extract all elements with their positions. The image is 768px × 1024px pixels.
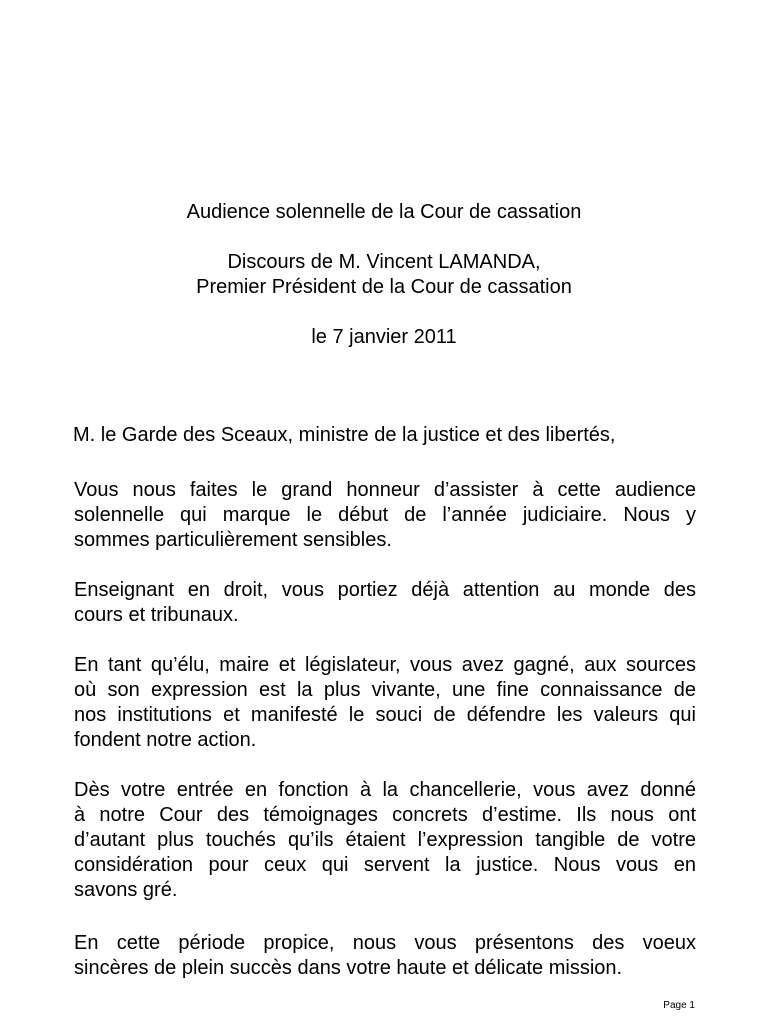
paragraph-line: sincères de plein succès dans votre haute et délicate mission. [74, 957, 623, 979]
paragraph-line: En tant qu’élu, maire et législateur, vous avez gagné, aux sources [74, 654, 696, 676]
paragraph-line: solennelle qui marque le début de l’année judiciaire. Nous y [74, 504, 696, 526]
speech-author-role: Premier Président de la Cour de cassation [196, 276, 572, 298]
speech-author-line: Discours de M. Vincent LAMANDA, [227, 251, 541, 273]
paragraph-line: à notre Cour des témoignages concrets d’estime. Ils nous ont [74, 804, 696, 826]
paragraph-line: Vous nous faites le grand honneur d’assister à cette audience [74, 479, 696, 501]
paragraph-2 [74, 578, 696, 628]
paragraph-line: nos institutions et manifesté le souci de défendre les valeurs qui [74, 704, 696, 726]
paragraph-line: où son expression est la plus vivante, une fine connaissance de [74, 679, 696, 701]
paragraph-line: d’autant plus touchés qu’ils étaient l’expression tangible de votre [74, 829, 696, 851]
speech-date: le 7 janvier 2011 [311, 326, 457, 348]
page-number: Page 1 [663, 1000, 695, 1011]
paragraph-5 [74, 931, 696, 981]
paragraph-line: cours et tribunaux. [74, 604, 239, 626]
paragraph-line: savons gré. [74, 879, 178, 901]
paragraph-line: Dès votre entrée en fonction à la chancellerie, vous avez donné [74, 779, 696, 801]
document-title: Audience solennelle de la Cour de cassation [186, 201, 582, 223]
paragraph-1 [74, 478, 696, 553]
salutation: M. le Garde des Sceaux, ministre de la justice et des libertés, [73, 424, 616, 446]
paragraph-line: sommes particulièrement sensibles. [74, 529, 392, 551]
paragraph-3 [74, 653, 696, 753]
paragraph-line: considération pour ceux qui servent la justice. Nous vous en [74, 854, 696, 876]
paragraph-line: En cette période propice, nous vous présentons des voeux [74, 932, 696, 954]
paragraph-4 [74, 778, 696, 903]
paragraph-line: Enseignant en droit, vous portiez déjà attention au monde des [74, 579, 696, 601]
paragraph-line: fondent notre action. [74, 729, 257, 751]
